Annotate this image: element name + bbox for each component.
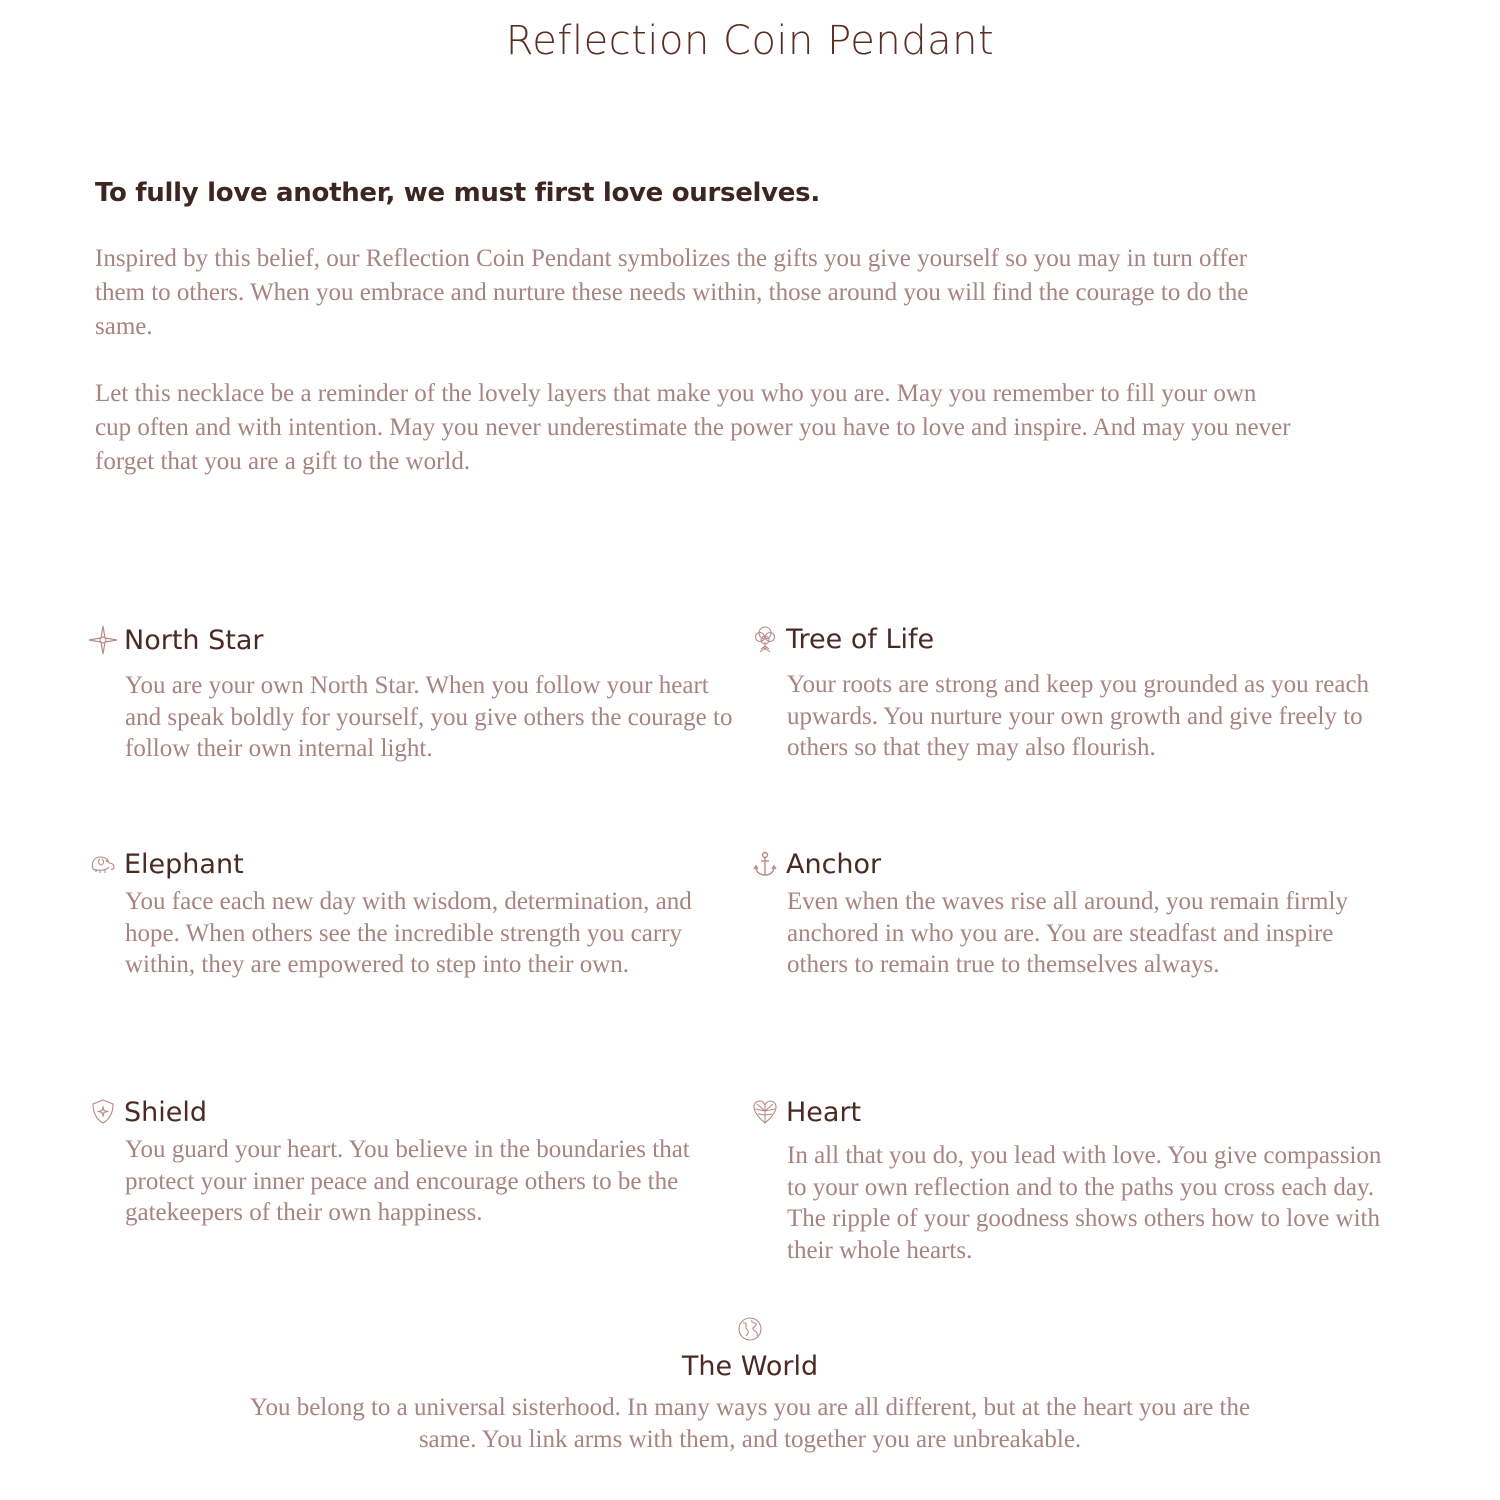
symbol-title: Tree of Life [786, 623, 935, 655]
intro-paragraph-2: Let this necklace be a reminder of the lovely layers that make you who you are. May you remember to fill your own cup often and with intention. May you never underestimate the power you have to love and inspire. And may you never forget that you are a gift to the world. [95, 380, 1291, 475]
intro-paragraph-1: Inspired by this belief, our Reflection Coin Pendant symbolizes the gifts you give yourself so you may in turn offer them to others. When you embrace and nurture these needs within, those around you will find the courage to do the same. [95, 245, 1249, 340]
north-star-icon [88, 625, 118, 655]
symbol-anchor [750, 846, 1390, 981]
symbol-heart [750, 1094, 1390, 1266]
symbol-the-world [0, 1316, 1500, 1455]
page-title: Reflection Coin Pendant [505, 18, 995, 64]
symbol-description: Even when the waves rise all around, you remain firmly anchored in who you are. You are steadfast and inspire others to remain true to themselves always. [787, 888, 1348, 978]
symbol-title: Elephant [124, 848, 244, 880]
symbol-north-star [88, 622, 733, 765]
shield-icon [88, 1097, 118, 1127]
heart-icon [750, 1097, 780, 1127]
symbol-description: You are your own North Star. When you follow your heart and speak boldly for yourself, you give others the courage to follow their own internal light. [125, 672, 733, 762]
tagline: To fully love another, we must first love ourselves. [95, 178, 820, 208]
symbol-description: You belong to a universal sisterhood. In many ways you are all different, but at the heart you are the same. You link arms with them, and together you are unbreakable. [249, 1394, 1251, 1453]
anchor-icon [750, 849, 780, 879]
symbol-title: North Star [124, 624, 264, 656]
symbol-description: Your roots are strong and keep you grounded as you reach upwards. You nurture your own growth and give freely to others so that they may also flourish. [787, 671, 1370, 761]
symbol-elephant [88, 846, 728, 981]
elephant-icon [88, 849, 118, 879]
symbol-description: You face each new day with wisdom, determination, and hope. When others see the incredible strength you carry within, they are empowered to step into their own. [125, 888, 692, 978]
globe-icon [737, 1316, 763, 1342]
symbol-title: Anchor [786, 848, 882, 880]
symbol-shield [88, 1094, 728, 1229]
symbol-tree-of-life [750, 621, 1390, 764]
symbol-title: Heart [786, 1096, 862, 1128]
symbol-description: In all that you do, you lead with love. You give compassion to your own reflection and to the paths you cross each day. The ripple of your goodness shows others how to love with their whole hearts. [787, 1142, 1382, 1264]
tree-of-life-icon [750, 624, 780, 654]
symbol-title: The World [681, 1351, 819, 1382]
symbol-description: You guard your heart. You believe in the boundaries that protect your inner peace and encourage others to be the gatekeepers of their own happiness. [125, 1136, 690, 1226]
symbol-title: Shield [124, 1096, 208, 1128]
